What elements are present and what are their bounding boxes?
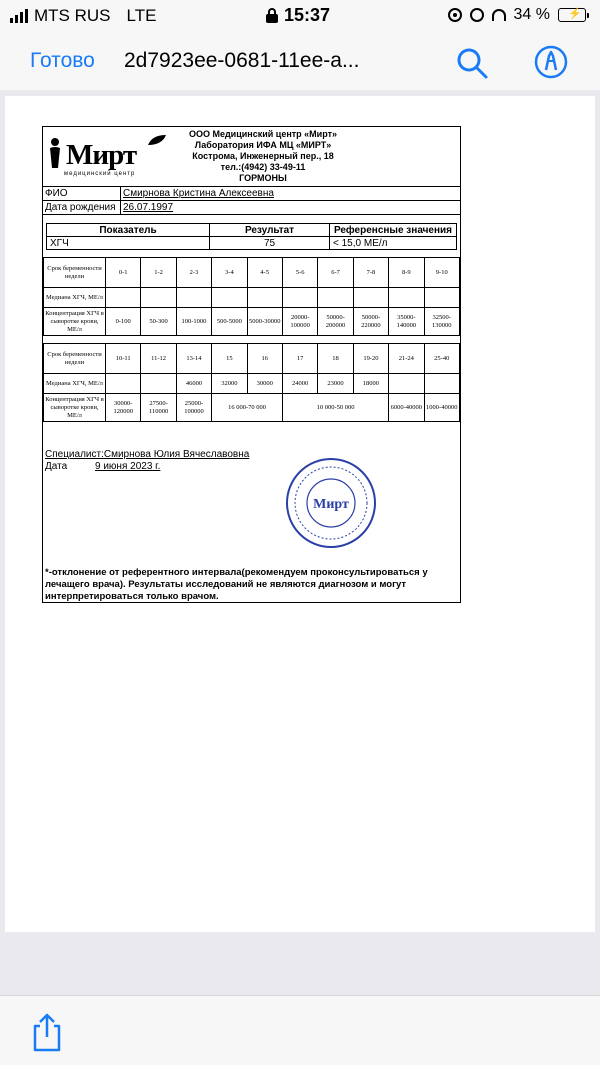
report-date: 9 июня 2023 г. (95, 461, 161, 472)
status-bar (0, 0, 600, 34)
stamp-seal-icon (285, 457, 377, 549)
logo-subtitle: медицинский центр (64, 171, 136, 177)
reference-value: < 15,0 МЕ/л (330, 237, 457, 250)
clinic-logo (46, 133, 168, 179)
birth-date-row: Дата рождения 26.07.1997 (43, 201, 460, 215)
done-button[interactable]: Готово (30, 49, 95, 72)
patient-name-row: ФИО Смирнова Кристина Алексеевна (43, 187, 460, 201)
signal-icon (10, 9, 28, 23)
table-row (47, 237, 457, 250)
organization-info: ООО Медицинский центр «Мирт» Лаборатория ИФА МЦ «МИРТ» Кострома, Инженерный пер., 18 тел.:(4942) 33-49-11 ГОРМОНЫ (188, 129, 338, 183)
hcg-norms-table-1: Срок беременности недели 0-1 1-2 2-3 3-4 4-5 5-6 6-7 7-8 8-9 9-10 Медиана ХГЧ, МЕ/л Концентрация ХГЧ в сыворотке крови, МЕ/л 0-100 50-300 100-1000 500-5000 5000-30000 20000-100000 50000-200000 50000-220000 35000-140000 32500-130000 (43, 257, 460, 336)
report-date-row: Дата 9 июня 2023 г. (45, 461, 161, 472)
nav-bar (0, 34, 600, 90)
hcg-norms-table-2: Срок беременности недели 10-11 11-12 13-14 15 16 17 18 19-20 21-24 25-40 Медиана ХГЧ, МЕ/л 46000 32000 30000 24000 23000 18000 Концентрация ХГЧ в сыворотке крови, МЕ/л 30000-120000 27500-110000 25000-100000 16 000-70 000 10 000-50 000 6000-40000 1000-40000 (43, 343, 460, 422)
document-page (5, 96, 595, 932)
specialist-name: Специалист:Смирнова Юлия Вячеславовна (45, 449, 250, 460)
orientation-lock-icon (448, 8, 462, 22)
network-label: LTE (126, 6, 157, 25)
lab-report (42, 126, 461, 603)
battery-percent: 34 % (513, 6, 550, 23)
patient-name: Смирнова Кристина Алексеевна (123, 188, 274, 199)
results-table: Показатель Результат Референсные значения ХГЧ 75 < 15,0 МЕ/л (46, 223, 457, 250)
birth-date: 26.07.1997 (123, 202, 174, 213)
search-icon[interactable] (455, 46, 489, 80)
clock: 15:37 (284, 5, 331, 25)
disclaimer: *-отклонение от референтного интервала(рекомендуем проконсультироваться у лечащего врача). Результаты исследований не являются диагнозом и могут интерпретироваться только врачом. (45, 567, 428, 602)
test-name: ХГЧ (47, 237, 210, 250)
battery-icon: ⚡ (558, 8, 586, 22)
bottom-toolbar (0, 995, 600, 1065)
report-header (43, 127, 460, 187)
headphones-icon (492, 9, 506, 21)
logo-text: Мирт (66, 139, 137, 171)
carrier-label: MTS RUS (34, 6, 111, 25)
stamp-text: Мирт (313, 497, 349, 512)
logo-figure-icon (47, 137, 63, 169)
alarm-icon (470, 8, 484, 22)
lock-icon (266, 8, 278, 23)
clinic-stamp (285, 457, 377, 549)
markup-icon[interactable] (533, 44, 569, 80)
test-result: 75 (210, 237, 330, 250)
document-title: 2d7923ee-0681-11ee-a... (124, 49, 360, 72)
share-icon[interactable] (30, 1012, 64, 1052)
